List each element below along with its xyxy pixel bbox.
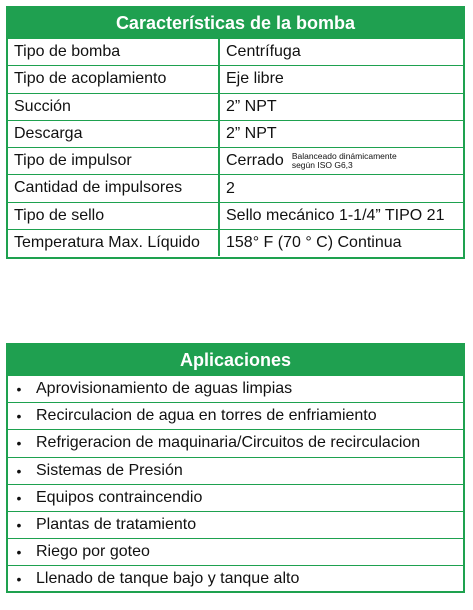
spec-value-text: Cerrado xyxy=(226,152,284,170)
spec-row-max-temperature xyxy=(8,229,463,256)
spec-value-text: Sello mecánico 1-1/4” TIPO 21 xyxy=(226,206,445,224)
spec-row-impeller-count xyxy=(8,174,463,201)
bullet-icon: • xyxy=(16,544,22,561)
list-item xyxy=(8,511,463,538)
application-text: Recirculacion de agua en torres de enfriamiento xyxy=(36,407,377,425)
spec-label: Tipo de bomba xyxy=(8,39,220,65)
spec-value-text: Eje libre xyxy=(226,70,284,88)
application-text: Llenado de tanque bajo y tanque alto xyxy=(36,570,300,588)
spec-label: Descarga xyxy=(8,121,220,147)
spec-value-text: Centrífuga xyxy=(226,43,301,61)
characteristics-title: Características de la bomba xyxy=(8,8,463,38)
list-item xyxy=(8,538,463,565)
spec-value xyxy=(220,230,463,256)
spec-row-discharge xyxy=(8,120,463,147)
list-item xyxy=(8,375,463,402)
spec-value xyxy=(220,94,463,120)
spec-value xyxy=(220,148,463,174)
bullet-icon: • xyxy=(16,517,22,534)
list-item xyxy=(8,484,463,511)
spec-label: Tipo de acoplamiento xyxy=(8,66,220,92)
bullet-icon: • xyxy=(16,435,22,452)
list-item xyxy=(8,429,463,456)
spec-label: Tipo de sello xyxy=(8,203,220,229)
application-text: Equipos contraincendio xyxy=(36,488,203,506)
list-item xyxy=(8,402,463,429)
spec-value-text: 2 xyxy=(226,179,235,197)
spec-value xyxy=(220,175,463,201)
spec-value-text: 158° F (70 ° C) Continua xyxy=(226,234,402,252)
spec-value-text: 2” NPT xyxy=(226,125,277,143)
bullet-icon: • xyxy=(16,571,22,588)
characteristics-table xyxy=(6,6,465,259)
bullet-icon: • xyxy=(16,408,22,425)
applications-title: Aplicaciones xyxy=(8,345,463,375)
note-line: según ISO G6,3 xyxy=(291,159,353,170)
spec-row-suction xyxy=(8,93,463,120)
application-text: Aprovisionamiento de aguas limpias xyxy=(36,380,293,398)
list-item xyxy=(8,565,463,592)
spec-row-seal-type xyxy=(8,202,463,229)
spec-row-pump-type xyxy=(8,38,463,65)
spec-value xyxy=(220,121,463,147)
spec-value xyxy=(220,66,463,92)
spec-value xyxy=(220,39,463,65)
application-text: Refrigeracion de maquinaria/Circuitos de recirculacion xyxy=(36,434,421,452)
impeller-balance-note xyxy=(292,152,397,170)
application-text: Sistemas de Presión xyxy=(36,461,183,479)
spec-label: Tipo de impulsor xyxy=(8,148,220,174)
bullet-icon: • xyxy=(16,462,22,479)
spec-row-impeller-type xyxy=(8,147,463,174)
application-text: Plantas de tratamiento xyxy=(36,516,197,534)
note-line: Balanceado dinámicamente xyxy=(291,150,397,161)
spec-label: Cantidad de impulsores xyxy=(8,175,220,201)
spec-row-coupling-type xyxy=(8,65,463,92)
spec-value-text: 2” NPT xyxy=(226,97,277,115)
bullet-icon: • xyxy=(16,489,22,506)
list-item xyxy=(8,457,463,484)
spec-label: Succión xyxy=(8,94,220,120)
spec-value xyxy=(220,203,463,229)
bullet-icon: • xyxy=(16,381,22,398)
applications-table xyxy=(6,343,465,593)
spec-label: Temperatura Max. Líquido xyxy=(8,230,220,256)
application-text: Riego por goteo xyxy=(36,543,150,561)
